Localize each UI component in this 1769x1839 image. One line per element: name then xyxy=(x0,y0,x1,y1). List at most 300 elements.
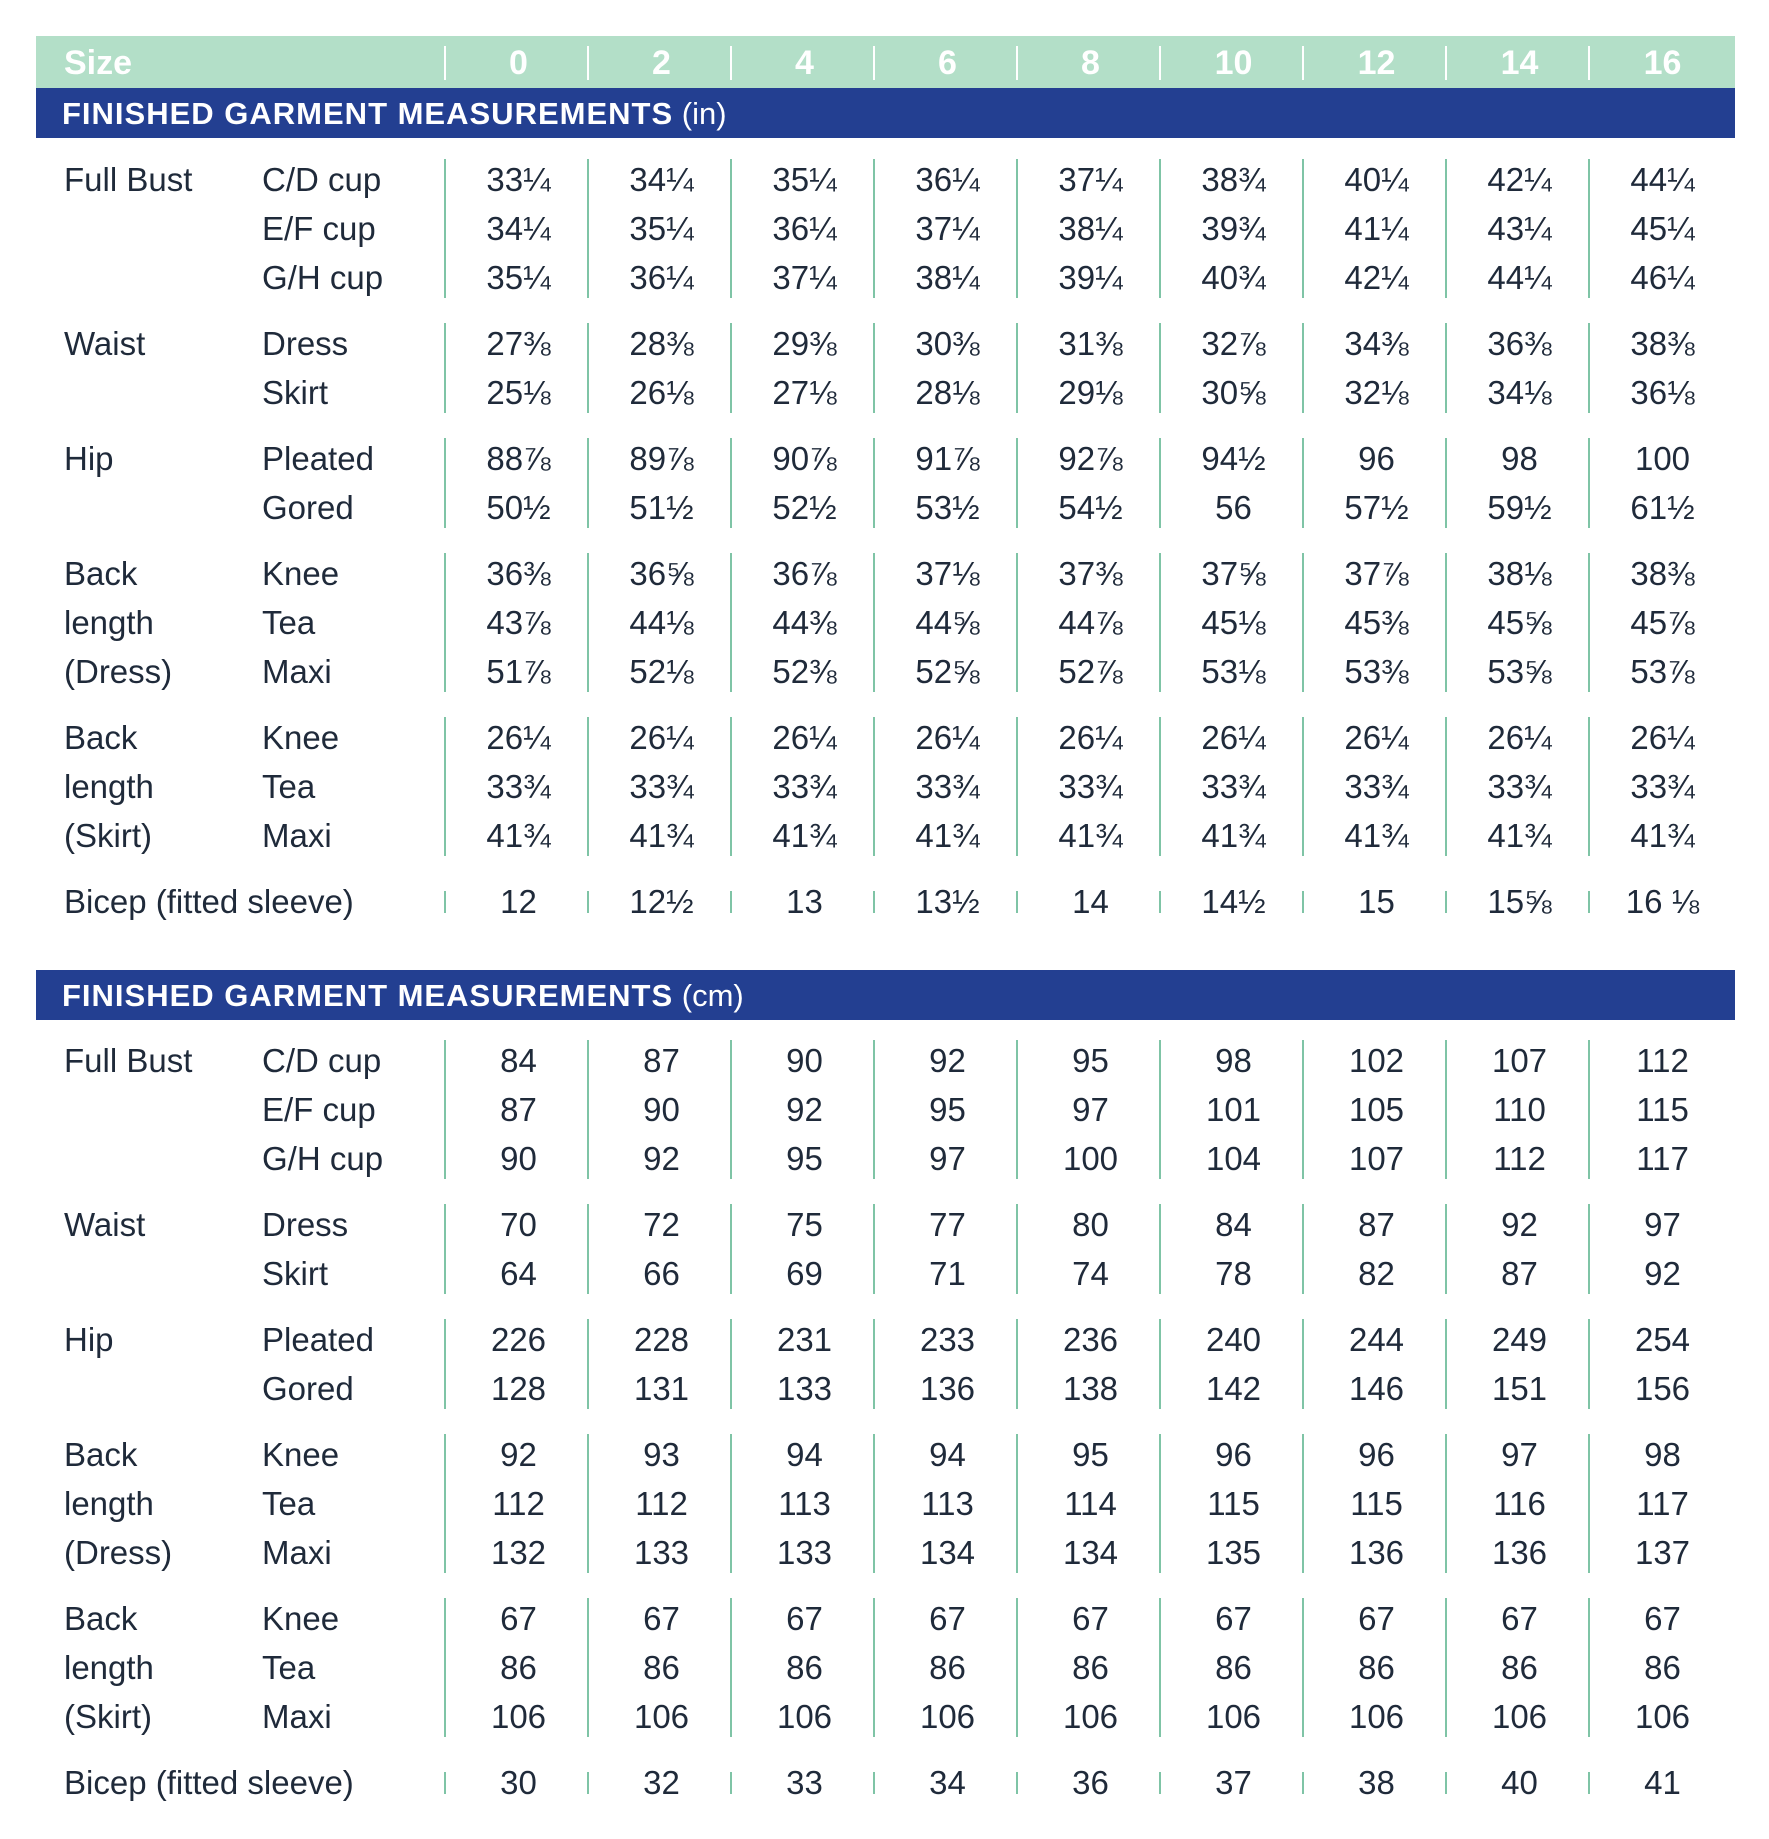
column-divider xyxy=(587,1598,589,1737)
table-cell: 236 xyxy=(1062,1321,1119,1358)
table-cell: 39¾ xyxy=(1201,210,1266,247)
table-cell: 106 xyxy=(1491,1698,1548,1735)
table-cell: 35¼ xyxy=(772,161,837,198)
table-cell: 92⅞ xyxy=(1058,440,1123,477)
column-divider xyxy=(1302,1040,1304,1179)
row-label: Dress xyxy=(262,325,349,362)
table-cell: 95 xyxy=(929,1091,966,1128)
column-divider xyxy=(873,553,875,692)
table-cell: 98 xyxy=(1644,1436,1681,1473)
column-divider xyxy=(1016,1319,1018,1409)
table-cell: 54½ xyxy=(1058,489,1123,526)
measurement-group xyxy=(0,1315,1769,1413)
row-label: Pleated xyxy=(262,440,374,477)
column-divider xyxy=(1588,1772,1590,1794)
column-divider xyxy=(873,1772,875,1794)
column-divider xyxy=(1016,323,1018,413)
column-divider xyxy=(1445,1434,1447,1573)
table-cell: 86 xyxy=(1644,1649,1681,1686)
size-header-label: Size xyxy=(64,44,133,82)
column-divider xyxy=(1159,891,1161,913)
table-cell: 33¾ xyxy=(1058,768,1123,805)
table-cell: 90 xyxy=(643,1091,680,1128)
table-cell: 57½ xyxy=(1344,489,1409,526)
size-header-divider xyxy=(1159,46,1161,80)
table-cell: 113 xyxy=(921,1485,974,1522)
table-cell: 98 xyxy=(1501,440,1538,477)
table-cell: 107 xyxy=(1348,1140,1405,1177)
column-divider xyxy=(1445,1040,1447,1179)
section-title: FINISHED GARMENT MEASUREMENTS xyxy=(62,96,674,131)
table-cell: 26¼ xyxy=(1058,719,1123,756)
table-cell: 36⅜ xyxy=(486,555,551,592)
table-cell: 110 xyxy=(1493,1091,1546,1128)
size-header-divider xyxy=(730,46,732,80)
column-divider xyxy=(1302,323,1304,413)
table-cell: 95 xyxy=(786,1140,823,1177)
group-label: Hip xyxy=(64,440,114,477)
table-cell: 26¼ xyxy=(772,719,837,756)
table-cell: 138 xyxy=(1062,1370,1119,1407)
table-cell: 228 xyxy=(633,1321,690,1358)
table-cell: 226 xyxy=(490,1321,547,1358)
column-divider xyxy=(1159,1434,1161,1573)
table-cell: 46¼ xyxy=(1630,259,1695,296)
column-divider xyxy=(587,1772,589,1794)
table-cell: 36 xyxy=(1072,1764,1109,1801)
table-cell: 95 xyxy=(1072,1042,1109,1079)
table-cell: 41¾ xyxy=(486,817,551,854)
table-cell: 41 xyxy=(1644,1764,1681,1801)
row-label: C/D cup xyxy=(262,1042,382,1079)
table-cell: 86 xyxy=(1072,1649,1109,1686)
row-label: Tea xyxy=(262,604,316,641)
row-label: Dress xyxy=(262,1206,349,1243)
table-cell: 41¾ xyxy=(629,817,694,854)
table-cell: 32 xyxy=(643,1764,680,1801)
table-cell: 51⅞ xyxy=(486,653,551,690)
table-cell: 69 xyxy=(786,1255,823,1292)
table-cell: 67 xyxy=(500,1600,537,1637)
table-cell: 41¾ xyxy=(1630,817,1695,854)
row-label: Knee xyxy=(262,1600,340,1637)
table-cell: 34 xyxy=(929,1764,966,1801)
table-cell: 26¼ xyxy=(915,719,980,756)
size-header-value: 14 xyxy=(1500,44,1539,82)
column-divider xyxy=(1445,323,1447,413)
table-cell: 95 xyxy=(1072,1436,1109,1473)
table-cell: 233 xyxy=(919,1321,976,1358)
measurement-group xyxy=(0,549,1769,696)
column-divider xyxy=(873,717,875,856)
group-label: Hip xyxy=(64,1321,114,1358)
table-cell: 30⅜ xyxy=(915,325,980,362)
row-label: Maxi xyxy=(262,1534,332,1571)
table-cell: 29⅜ xyxy=(772,325,837,362)
table-cell: 51½ xyxy=(629,489,694,526)
column-divider xyxy=(730,1598,732,1737)
table-cell: 15 xyxy=(1358,883,1395,920)
table-cell: 67 xyxy=(929,1600,966,1637)
column-divider xyxy=(1302,1319,1304,1409)
column-divider xyxy=(1016,159,1018,298)
column-divider xyxy=(730,1319,732,1409)
column-divider xyxy=(1445,553,1447,692)
group-label: Full Bust xyxy=(64,1042,193,1079)
size-header-value: 8 xyxy=(1081,44,1100,82)
table-cell: 113 xyxy=(778,1485,831,1522)
table-cell: 26¼ xyxy=(1201,719,1266,756)
column-divider xyxy=(1588,1040,1590,1179)
table-cell: 249 xyxy=(1491,1321,1548,1358)
column-divider xyxy=(873,159,875,298)
table-cell: 27⅛ xyxy=(772,374,837,411)
table-cell: 37⅛ xyxy=(915,555,980,592)
table-cell: 15⅝ xyxy=(1487,883,1552,920)
table-cell: 32⅛ xyxy=(1344,374,1409,411)
table-cell: 13½ xyxy=(915,883,980,920)
column-divider xyxy=(1445,1772,1447,1794)
table-cell: 33¾ xyxy=(1201,768,1266,805)
table-cell: 156 xyxy=(1634,1370,1691,1407)
section-banner xyxy=(36,970,1735,1020)
table-cell: 102 xyxy=(1348,1042,1405,1079)
table-cell: 97 xyxy=(929,1140,966,1177)
measurement-group xyxy=(0,1200,1769,1298)
table-cell: 31⅜ xyxy=(1058,325,1123,362)
table-cell: 28⅜ xyxy=(629,325,694,362)
table-cell: 37⅝ xyxy=(1201,555,1266,592)
table-cell: 93 xyxy=(643,1436,680,1473)
table-cell: 44¼ xyxy=(1630,161,1695,198)
table-cell: 87 xyxy=(1358,1206,1395,1243)
column-divider xyxy=(1588,1319,1590,1409)
table-cell: 104 xyxy=(1205,1140,1262,1177)
group-label: Back length (Dress) xyxy=(64,555,173,690)
table-cell: 100 xyxy=(1062,1140,1119,1177)
table-cell: 26¼ xyxy=(1344,719,1409,756)
table-cell: 52⅛ xyxy=(629,653,694,690)
column-divider xyxy=(1159,1598,1161,1737)
column-divider xyxy=(444,438,446,528)
table-cell: 33¾ xyxy=(486,768,551,805)
row-label: G/H cup xyxy=(262,1140,384,1177)
column-divider xyxy=(1445,159,1447,298)
table-cell: 28⅛ xyxy=(915,374,980,411)
column-divider xyxy=(730,553,732,692)
table-cell: 34⅜ xyxy=(1344,325,1409,362)
table-cell: 90⅞ xyxy=(772,440,837,477)
table-cell: 96 xyxy=(1358,440,1395,477)
table-cell: 87 xyxy=(1501,1255,1538,1292)
column-divider xyxy=(587,1040,589,1179)
column-divider xyxy=(1588,717,1590,856)
table-cell: 151 xyxy=(1491,1370,1548,1407)
column-divider xyxy=(1302,438,1304,528)
table-cell: 53⅞ xyxy=(1630,653,1695,690)
table-cell: 45⅞ xyxy=(1630,604,1695,641)
table-cell: 59½ xyxy=(1487,489,1552,526)
table-cell: 92 xyxy=(1501,1206,1538,1243)
column-divider xyxy=(873,323,875,413)
table-cell: 72 xyxy=(643,1206,680,1243)
table-cell: 37¼ xyxy=(772,259,837,296)
section-banner xyxy=(36,88,1735,138)
table-cell: 35¼ xyxy=(629,210,694,247)
table-cell: 26⅛ xyxy=(629,374,694,411)
table-cell: 86 xyxy=(1358,1649,1395,1686)
table-cell: 136 xyxy=(1491,1534,1548,1571)
section-banner-text xyxy=(62,88,727,138)
table-cell: 44¼ xyxy=(1487,259,1552,296)
table-cell: 112 xyxy=(635,1485,688,1522)
column-divider xyxy=(873,1204,875,1294)
table-cell: 106 xyxy=(919,1698,976,1735)
table-cell: 37⅞ xyxy=(1344,555,1409,592)
column-divider xyxy=(587,1434,589,1573)
table-cell: 86 xyxy=(1501,1649,1538,1686)
column-divider xyxy=(1445,891,1447,913)
table-cell: 114 xyxy=(1064,1485,1117,1522)
row-label: Maxi xyxy=(262,817,332,854)
table-cell: 12 xyxy=(500,883,537,920)
table-cell: 44⅜ xyxy=(772,604,837,641)
size-header-divider xyxy=(1588,46,1590,80)
table-cell: 133 xyxy=(776,1534,833,1571)
column-divider xyxy=(1016,553,1018,692)
table-cell: 33 xyxy=(786,1764,823,1801)
table-cell: 107 xyxy=(1491,1042,1548,1079)
table-cell: 87 xyxy=(643,1042,680,1079)
table-cell: 92 xyxy=(1644,1255,1681,1292)
measurement-group xyxy=(0,1430,1769,1577)
table-cell: 71 xyxy=(929,1255,966,1292)
table-cell: 27⅜ xyxy=(486,325,551,362)
column-divider xyxy=(1302,1434,1304,1573)
table-cell: 33¾ xyxy=(1487,768,1552,805)
column-divider xyxy=(444,891,446,913)
table-cell: 67 xyxy=(786,1600,823,1637)
table-cell: 35¼ xyxy=(486,259,551,296)
table-cell: 53⅛ xyxy=(1201,653,1266,690)
column-divider xyxy=(587,717,589,856)
table-cell: 96 xyxy=(1358,1436,1395,1473)
table-cell: 91⅞ xyxy=(915,440,980,477)
table-cell: 89⅞ xyxy=(629,440,694,477)
column-divider xyxy=(1016,438,1018,528)
column-divider xyxy=(873,1598,875,1737)
table-cell: 14½ xyxy=(1201,883,1266,920)
table-cell: 128 xyxy=(490,1370,547,1407)
column-divider xyxy=(1016,891,1018,913)
table-cell: 30⅝ xyxy=(1201,374,1266,411)
column-divider xyxy=(587,438,589,528)
column-divider xyxy=(1588,438,1590,528)
table-cell: 52½ xyxy=(772,489,837,526)
table-cell: 44⅞ xyxy=(1058,604,1123,641)
table-cell: 94 xyxy=(929,1436,966,1473)
table-cell: 32⅞ xyxy=(1201,325,1266,362)
column-divider xyxy=(1016,717,1018,856)
table-cell: 34¼ xyxy=(629,161,694,198)
table-cell: 52⅜ xyxy=(772,653,837,690)
table-cell: 67 xyxy=(1215,1600,1252,1637)
column-divider xyxy=(1016,1204,1018,1294)
table-cell: 106 xyxy=(1634,1698,1691,1735)
table-cell: 67 xyxy=(1358,1600,1395,1637)
column-divider xyxy=(1588,1204,1590,1294)
column-divider xyxy=(1302,1204,1304,1294)
table-cell: 112 xyxy=(492,1485,545,1522)
measurement-group xyxy=(0,713,1769,860)
column-divider xyxy=(1016,1598,1018,1737)
table-cell: 101 xyxy=(1205,1091,1262,1128)
table-cell: 61½ xyxy=(1630,489,1695,526)
table-cell: 26¼ xyxy=(486,719,551,756)
group-label: Bicep (fitted sleeve) xyxy=(64,1764,354,1801)
column-divider xyxy=(1445,1598,1447,1737)
column-divider xyxy=(1159,1772,1161,1794)
table-cell: 135 xyxy=(1205,1534,1262,1571)
section-title: FINISHED GARMENT MEASUREMENTS xyxy=(62,978,674,1013)
column-divider xyxy=(1588,553,1590,692)
row-label: Gored xyxy=(262,1370,354,1407)
table-cell: 67 xyxy=(643,1600,680,1637)
table-cell: 40¾ xyxy=(1201,259,1266,296)
table-cell: 94½ xyxy=(1201,440,1266,477)
table-cell: 112 xyxy=(1493,1140,1546,1177)
table-cell: 37¼ xyxy=(915,210,980,247)
row-label: Maxi xyxy=(262,653,332,690)
table-cell: 131 xyxy=(633,1370,690,1407)
table-cell: 52⅝ xyxy=(915,653,980,690)
table-cell: 92 xyxy=(643,1140,680,1177)
table-cell: 96 xyxy=(1215,1436,1252,1473)
table-cell: 34⅛ xyxy=(1487,374,1552,411)
table-cell: 75 xyxy=(786,1206,823,1243)
column-divider xyxy=(444,1040,446,1179)
table-cell: 90 xyxy=(500,1140,537,1177)
table-cell: 36¼ xyxy=(772,210,837,247)
column-divider xyxy=(1302,159,1304,298)
group-label: Bicep (fitted sleeve) xyxy=(64,883,354,920)
table-cell: 84 xyxy=(500,1042,537,1079)
column-divider xyxy=(444,553,446,692)
table-cell: 100 xyxy=(1634,440,1691,477)
column-divider xyxy=(1016,1040,1018,1179)
table-cell: 53⅜ xyxy=(1344,653,1409,690)
table-cell: 115 xyxy=(1207,1485,1260,1522)
column-divider xyxy=(730,1204,732,1294)
row-label: G/H cup xyxy=(262,259,384,296)
size-header-value: 2 xyxy=(652,44,671,82)
column-divider xyxy=(1302,553,1304,692)
table-cell: 45⅛ xyxy=(1201,604,1266,641)
group-label: Waist xyxy=(64,1206,146,1243)
row-label: Tea xyxy=(262,1485,316,1522)
column-divider xyxy=(444,323,446,413)
column-divider xyxy=(1588,1598,1590,1737)
table-cell: 33¾ xyxy=(629,768,694,805)
column-divider xyxy=(444,159,446,298)
table-cell: 56 xyxy=(1215,489,1252,526)
table-cell: 67 xyxy=(1072,1600,1109,1637)
column-divider xyxy=(1159,438,1161,528)
table-cell: 86 xyxy=(500,1649,537,1686)
table-cell: 67 xyxy=(1501,1600,1538,1637)
table-cell: 45⅜ xyxy=(1344,604,1409,641)
column-divider xyxy=(587,159,589,298)
table-cell: 106 xyxy=(490,1698,547,1735)
table-cell: 41¼ xyxy=(1344,210,1409,247)
size-header-value: 0 xyxy=(509,44,528,82)
table-cell: 70 xyxy=(500,1206,537,1243)
table-cell: 134 xyxy=(919,1534,976,1571)
column-divider xyxy=(873,1040,875,1179)
table-cell: 38¼ xyxy=(915,259,980,296)
measurement-group xyxy=(0,1594,1769,1741)
table-cell: 38 xyxy=(1358,1764,1395,1801)
table-cell: 41¾ xyxy=(1058,817,1123,854)
table-cell: 94 xyxy=(786,1436,823,1473)
table-cell: 240 xyxy=(1205,1321,1262,1358)
table-cell: 53½ xyxy=(915,489,980,526)
table-cell: 37¼ xyxy=(1058,161,1123,198)
table-cell: 33¾ xyxy=(915,768,980,805)
table-cell: 106 xyxy=(776,1698,833,1735)
table-cell: 87 xyxy=(500,1091,537,1128)
table-cell: 36⅜ xyxy=(1487,325,1552,362)
table-cell: 74 xyxy=(1072,1255,1109,1292)
column-divider xyxy=(1159,159,1161,298)
column-divider xyxy=(1159,323,1161,413)
size-header-value: 16 xyxy=(1643,44,1682,82)
column-divider xyxy=(1016,1434,1018,1573)
table-cell: 33¼ xyxy=(486,161,551,198)
table-cell: 116 xyxy=(1493,1485,1546,1522)
table-cell: 37 xyxy=(1215,1764,1252,1801)
column-divider xyxy=(873,1319,875,1409)
column-divider xyxy=(730,159,732,298)
group-label: Full Bust xyxy=(64,161,193,198)
column-divider xyxy=(587,553,589,692)
column-divider xyxy=(730,438,732,528)
table-cell: 64 xyxy=(500,1255,537,1292)
table-cell: 44⅛ xyxy=(629,604,694,641)
table-cell: 41¾ xyxy=(1487,817,1552,854)
table-cell: 134 xyxy=(1062,1534,1119,1571)
table-cell: 88⅞ xyxy=(486,440,551,477)
column-divider xyxy=(1445,438,1447,528)
table-cell: 42¼ xyxy=(1487,161,1552,198)
table-cell: 38¼ xyxy=(1058,210,1123,247)
table-cell: 106 xyxy=(633,1698,690,1735)
column-divider xyxy=(1588,159,1590,298)
table-cell: 33¾ xyxy=(772,768,837,805)
column-divider xyxy=(1159,553,1161,692)
table-cell: 86 xyxy=(786,1649,823,1686)
table-cell: 26¼ xyxy=(629,719,694,756)
column-divider xyxy=(444,1598,446,1737)
table-cell: 36⅝ xyxy=(629,555,694,592)
section-unit: (in) xyxy=(673,96,727,131)
column-divider xyxy=(873,1434,875,1573)
column-divider xyxy=(1588,891,1590,913)
column-divider xyxy=(1016,1772,1018,1794)
size-header-divider xyxy=(1016,46,1018,80)
table-cell: 41¾ xyxy=(1344,817,1409,854)
table-cell: 133 xyxy=(776,1370,833,1407)
